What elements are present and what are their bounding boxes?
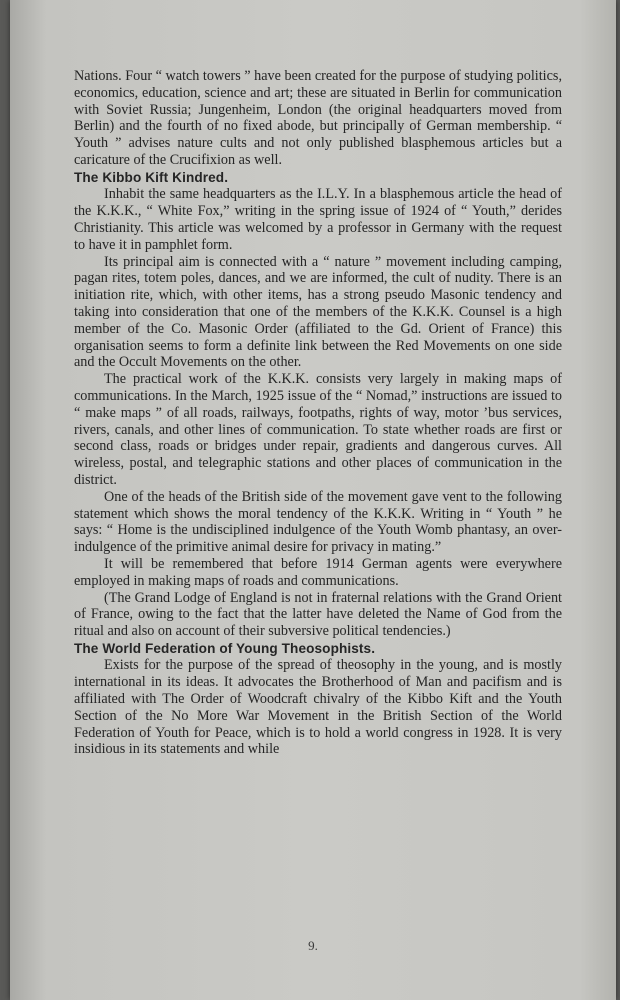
paragraph: Exists for the purpose of the spread of theosophy in the young, and is mostly international in its ideas. It advocates the Brotherhood of Man and pacifism and is affiliated with The Order of Woodcraft chivalry of the Kibbo Kift and the Youth Section of the No More War Movement in the British Section of the World Federation of Youth for Peace, which is to hold a world congress in 1928. It is very insidious in its statements and while: [74, 657, 562, 758]
page-number: 9.: [308, 938, 318, 953]
section-heading-kibbo-kift: The Kibbo Kift Kindred.: [74, 169, 229, 185]
paragraph: It will be remembered that before 1914 German agents were everywhere employed in making maps of roads and communications.: [74, 555, 562, 589]
paragraph: One of the heads of the British side of the movement gave vent to the following statement which shows the moral tendency of the K.K.K. Writing in “ Youth ” he says: “ Home is the undisciplined indulgence of the Youth Womb phantasy, an over-indulgence of the primitive animal desire for privacy in mating.”: [74, 488, 562, 556]
document-page: [10, 0, 616, 1000]
paragraph: Its principal aim is connected with a “ nature ” movement including camping, pagan rites, totem poles, dances, and we are informed, the cult of nudity. There is an initiation rite, which, with other items, has a strong pseudo Masonic tendency and taking into consideration that one of the members of the K.K.K. Counsel is a high member of the Co. Masonic Order (affiliated to the Gd. Orient of France) this organisation seems to form a definite link between the Red Movements on one side and the Occult Movements on the other.: [74, 253, 562, 371]
paragraph: Inhabit the same headquarters as the I.L.Y. In a blasphemous article the head of the K.K.K., “ White Fox,” writing in the spring issue of 1924 of “ Youth,” derides Christianity. This article was welcomed by a professor in Germany with the request to have it in pamphlet form.: [74, 186, 562, 253]
paragraph: The practical work of the K.K.K. consists very largely in making maps of communications. In the March, 1925 issue of the “ Nomad,” instructions are issued to “ make maps ” of all roads, railways, footpaths, rights of way, motor ’bus services, rivers, canals, and other lines of communication. To state whether roads are first or second class, roads or bridges under repair, gradients and dangerous curves. All wireless, postal, and telegraphic stations and other places of communication in the district.: [74, 371, 562, 488]
section-heading-young-theosophists: The World Federation of Young Theosophists.: [74, 640, 376, 656]
paragraph: Nations. Four “ watch towers ” have been created for the purpose of studying politics, economics, education, science and art; these are situated in Berlin for communication with Soviet Russia; Jungenheim, London (the original headquarters moved from Berlin) and the fourth of no fixed abode, but principally of German membership. “ Youth ” advises nature cults and not only published blasphemous articles but a caricature of the Crucifixion as well.: [74, 68, 562, 168]
paragraph: (The Grand Lodge of England is not in fraternal relations with the Grand Orient of France, owing to the fact that the latter have deleted the Name of God from the ritual and also on account of their subversive political tendencies.): [74, 589, 562, 640]
body-text: [74, 68, 562, 758]
